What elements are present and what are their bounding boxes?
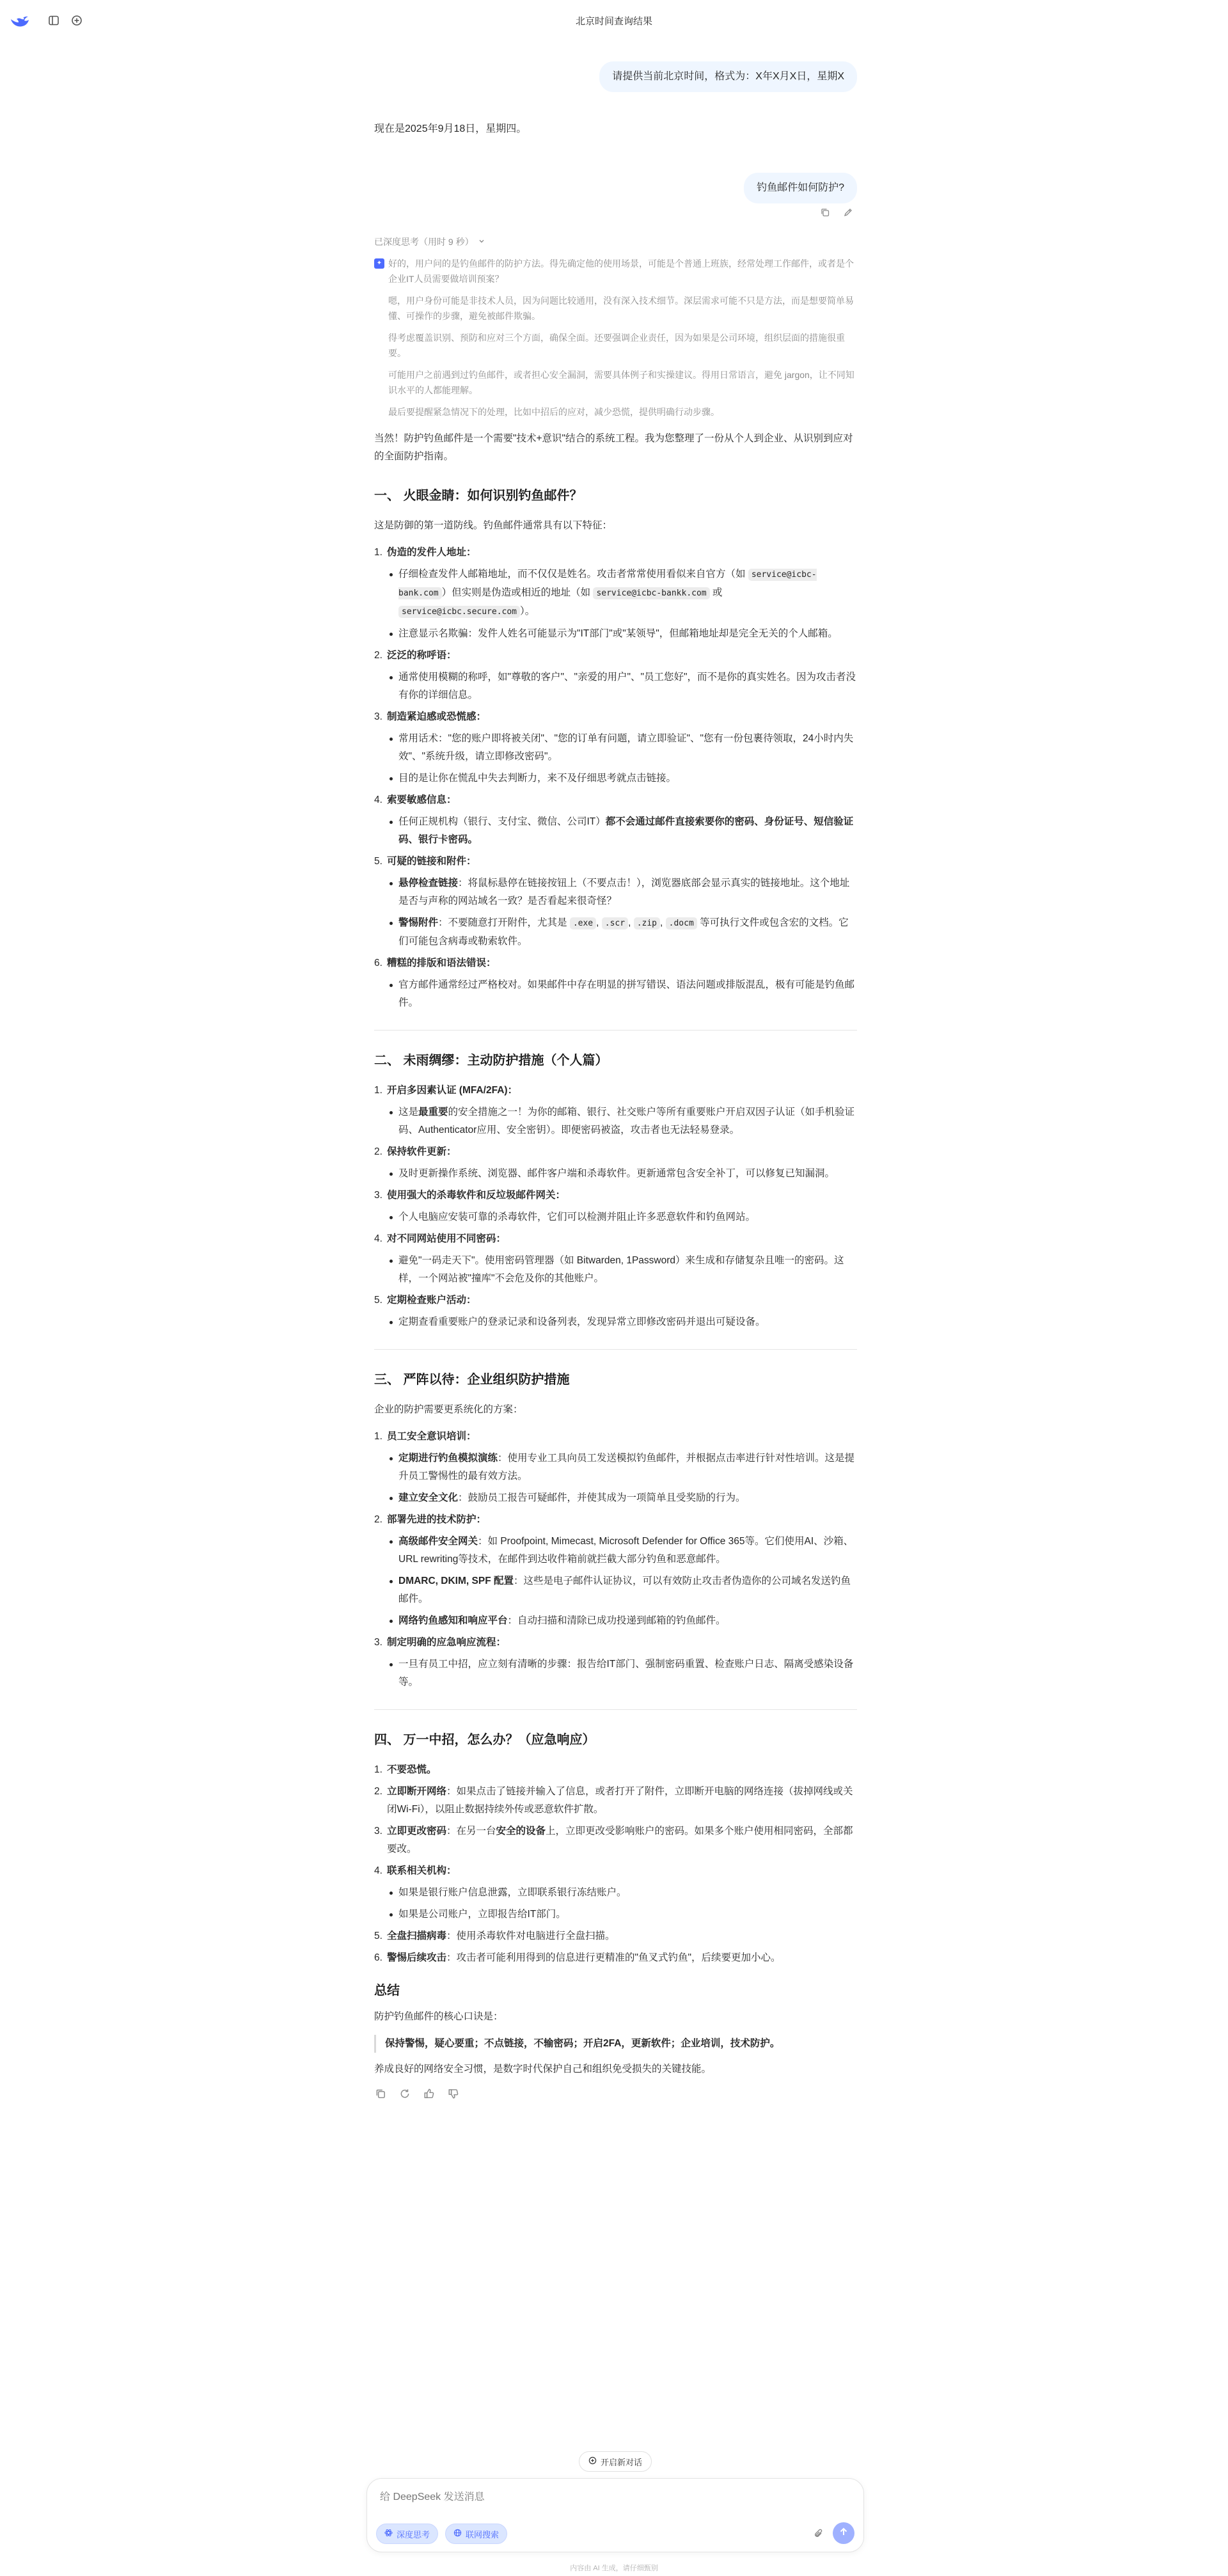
section-heading: 四、 万一中招，怎么办？（应急响应） xyxy=(374,1733,595,1747)
globe-icon xyxy=(453,2529,462,2539)
list-item: 3. 使用强大的杀毒软件和反垃圾邮件网关： 个人电脑应安装可靠的杀毒软件，它们可以检测并阻止许多恶意软件和钓鱼网站。 xyxy=(374,1187,857,1226)
new-chat-label: 开启新对话 xyxy=(601,2457,643,2467)
list-item: 注意显示名欺骗：发件人姓名可能显示为"IT部门"或"某领导"，但邮箱地址却是完全无关的个人邮箱。 xyxy=(387,625,857,643)
thumbs-up-icon[interactable] xyxy=(423,2087,436,2100)
think-paragraph: 最后要提醒紧急情况下的处理，比如中招后的应对，减少恐慌，提供明确行动步骤。 xyxy=(388,407,720,417)
user-message-actions xyxy=(819,206,854,219)
web-search-label: 联网搜索 xyxy=(466,2529,500,2540)
regenerate-icon[interactable] xyxy=(398,2087,411,2100)
section-lead: 企业的防护需要更系统化的方案： xyxy=(374,1404,523,1415)
divider xyxy=(374,1030,857,1031)
think-paragraph: 嗯，用户身份可能是非技术人员，因为问题比较通用，没有深入技术细节。深层需求可能不只是方法，而是想要简单易懂、可操作的步骤，避免被邮件欺骗。 xyxy=(388,296,854,321)
list-item: 建立安全文化：鼓励员工报告可疑邮件，并使其成为一项简单且受奖励的行为。 xyxy=(387,1489,857,1507)
list-item: 1. 员工安全意识培训： 定期进行钓鱼模拟演练：使用专业工具向员工发送模拟钓鱼邮件，并根据点击率进行针对性培训。这是提升员工警惕性的最有效方法。 建立安全文化：鼓励员工报告可疑邮件，并使其成为一项简单且受奖励的行为。 xyxy=(374,1428,857,1507)
list-item: 2. 保持软件更新： 及时更新操作系统、浏览器、邮件客户端和杀毒软件。更新通常包含安全补丁，可以修复已知漏洞。 xyxy=(374,1143,857,1183)
footer-disclaimer: 内容由 AI 生成，请仔细甄别 xyxy=(570,2564,658,2572)
list-item: 常用话术："您的账户即将被关闭"、"您的订单有问题，请立即验证"、"您有一份包裹待领取，24小时内失效"、"系统升级，请立即修改密码"。 xyxy=(387,730,857,766)
list-item: 1. 伪造的发件人地址： 仔细检查发件人邮箱地址，而不仅仅是姓名。攻击者常常使用看似来自官方（如 service@icbc-bank.com ）但实则是伪造或相近的地址（如 service@icbc-bankk.com 或 service@icbc.secure.com ）。 注意显示名欺骗：发件人姓名可能显示为"IT部门"或"某领导"，但邮箱地址却是完全无关的个人邮箱。 xyxy=(374,544,857,643)
answer-intro: 当然！防护钓鱼邮件是一个需要"技术+意识"结合的系统工程。我为您整理了一份从个人到企业、从识别到应对的全面防护指南。 xyxy=(374,433,853,462)
list-item: 1. 不要恐慌。 xyxy=(374,1764,437,1775)
user-message: 请提供当前北京时间，格式为：X年X月X日，星期X xyxy=(599,61,857,92)
list-item: 5. 全盘扫描病毒：使用杀毒软件对电脑进行全盘扫描。 xyxy=(374,1931,615,1941)
top-bar xyxy=(0,0,1228,41)
send-button[interactable] xyxy=(833,2522,854,2544)
list-item: 4. 索要敏感信息： 任何正规机构（银行、支付宝、微信、公司IT）都不会通过邮件直接索要你的密码、身份证号、短信验证码、银行卡密码。 xyxy=(374,791,857,849)
section-heading: 一、 火眼金睛：如何识别钓鱼邮件？ xyxy=(374,489,583,503)
thumbs-down-icon[interactable] xyxy=(447,2087,460,2100)
think-content xyxy=(374,256,857,426)
edit-icon[interactable] xyxy=(842,206,854,219)
deep-think-toggle[interactable] xyxy=(376,2524,438,2544)
list-item: 网络钓鱼感知和响应平台：自动扫描和清除已成功投递到邮箱的钓鱼邮件。 xyxy=(387,1612,857,1630)
paperclip-icon[interactable] xyxy=(812,2527,825,2540)
section-list xyxy=(374,1428,857,1691)
list-item: 定期进行钓鱼模拟演练：使用专业工具向员工发送模拟钓鱼邮件，并根据点击率进行针对性培训。这是提升员工警惕性的最有效方法。 xyxy=(387,1450,857,1485)
web-search-toggle[interactable] xyxy=(445,2524,507,2544)
section-heading: 二、 未雨绸缪：主动防护措施（个人篇） xyxy=(374,1054,608,1068)
list-item: 6. 糟糕的排版和语法错误： 官方邮件通常经过严格校对。如果邮件中存在明显的拼写错误、语法问题或排版混乱，极有可能是钓鱼邮件。 xyxy=(374,954,857,1012)
chevron-down-icon xyxy=(478,237,485,247)
list-item: 悬停检查链接：将鼠标悬停在链接按钮上（不要点击！），浏览器底部会显示真实的链接地址。这个地址是否与声称的网站域名一致？是否看起来很奇怪？ xyxy=(387,874,857,910)
copy-icon[interactable] xyxy=(374,2087,387,2100)
list-item: 3. 立即更改密码：在另一台安全的设备上，立即更改受影响账户的密码。如果多个账户使用相同密码，全部都要改。 xyxy=(374,1826,853,1854)
divider xyxy=(374,1709,857,1710)
list-item: 如果是银行账户信息泄露，立即联系银行冻结账户。 xyxy=(387,1884,857,1902)
list-item: 高级邮件安全网关：如 Proofpoint, Mimecast, Microsoft Defender for Office 365等。它们使用AI、沙箱、URL rewriting等技术，在邮件到达收件箱前就拦截大部分钓鱼和恶意邮件。 xyxy=(387,1533,857,1569)
section-list xyxy=(374,1761,857,1967)
summary-closing: 养成良好的网络安全习惯，是数字时代保护自己和组织免受损失的关键技能。 xyxy=(374,2064,712,2074)
list-item: 通常使用模糊的称呼，如"尊敬的客户"、"亲爱的用户"、"员工您好"，而不是你的真实姓名。因为攻击者没有你的详细信息。 xyxy=(387,668,857,704)
summary-quote: 保持警惕，疑心要重；不点链接，不输密码；开启2FA，更新软件；企业培训，技术防护。 xyxy=(374,2035,857,2053)
message-input[interactable] xyxy=(380,2492,828,2503)
section-lead: 这是防御的第一道防线。钓鱼邮件通常具有以下特征： xyxy=(374,520,613,531)
answer-actions xyxy=(374,2087,857,2100)
list-item: 这是最重要的安全措施之一！为你的邮箱、银行、社交账户等所有重要账户开启双因子认证（如手机验证码、Authenticator应用、安全密钥）。即便密码被盗，攻击者也无法轻易登录。 xyxy=(387,1103,857,1139)
summary-heading: 总结 xyxy=(374,1984,400,1998)
list-item: 2. 立即断开网络：如果点击了链接并输入了信息，或者打开了附件，立即断开电脑的网络连接（拔掉网线或关闭Wi-Fi），以阻止数据持续外传或恶意软件扩散。 xyxy=(374,1786,853,1815)
list-item: 4. 对不同网站使用不同密码： 避免"一码走天下"。使用密码管理器（如 Bitwarden, 1Password）来生成和存储复杂且唯一的密码。这样，一个网站被"撞库"不会危及你的其他账户。 xyxy=(374,1230,857,1288)
list-item: 避免"一码走天下"。使用密码管理器（如 Bitwarden, 1Password）来生成和存储复杂且唯一的密码。这样，一个网站被"撞库"不会危及你的其他账户。 xyxy=(387,1252,857,1288)
list-item: 任何正规机构（银行、支付宝、微信、公司IT）都不会通过邮件直接索要你的密码、身份证号、短信验证码、银行卡密码。 xyxy=(387,813,857,849)
list-item: 仔细检查发件人邮箱地址，而不仅仅是姓名。攻击者常常使用看似来自官方（如 service@icbc-bank.com ）但实则是伪造或相近的地址（如 service@icbc-bankk.com 或 service@icbc.secure.com ）。 xyxy=(387,565,857,621)
deepseek-mark-icon: ✦ xyxy=(374,258,384,269)
list-item: 1. 开启多因素认证 (MFA/2FA)： 这是最重要的安全措施之一！为你的邮箱、银行、社交账户等所有重要账户开启双因子认证（如手机验证码、Authenticator应用、安全密钥）。即便密码被盗，攻击者也无法轻易登录。 xyxy=(374,1082,857,1139)
list-item: 2. 泛泛的称呼语： 通常使用模糊的称呼，如"尊敬的客户"、"亲爱的用户"、"员工您好"，而不是你的真实姓名。因为攻击者没有你的详细信息。 xyxy=(374,647,857,704)
section-heading: 三、 严阵以待：企业组织防护措施 xyxy=(374,1373,570,1387)
new-chat-button[interactable] xyxy=(579,2451,652,2472)
list-item: 6. 警惕后续攻击：攻击者可能利用得到的信息进行更精准的"鱼叉式钓鱼"，后续要更加小心。 xyxy=(374,1952,781,1963)
assistant-answer xyxy=(374,430,857,2100)
list-item: 5. 定期检查账户活动： 定期查看重要账户的登录记录和设备列表，发现异常立即修改密码并退出可疑设备。 xyxy=(374,1292,857,1331)
section-list xyxy=(374,544,857,1012)
atom-icon xyxy=(384,2529,393,2539)
deep-think-label: 深度思考 xyxy=(397,2529,430,2540)
composer xyxy=(366,2478,864,2552)
list-item: 目的是让你在慌乱中失去判断力，来不及仔细思考就点击链接。 xyxy=(387,770,857,787)
assistant-message: 现在是2025年9月18日，星期四。 xyxy=(374,123,527,134)
summary-lead: 防护钓鱼邮件的核心口诀是： xyxy=(374,2011,503,2022)
list-item: 官方邮件通常经过严格校对。如果邮件中存在明显的拼写错误、语法问题或排版混乱，极有可能是钓鱼邮件。 xyxy=(387,976,857,1012)
copy-icon[interactable] xyxy=(819,206,831,219)
user-message: 钓鱼邮件如何防护? xyxy=(744,173,857,203)
divider xyxy=(374,1349,857,1350)
list-item: 个人电脑应安装可靠的杀毒软件，它们可以检测并阻止许多恶意软件和钓鱼网站。 xyxy=(387,1208,857,1226)
section-list xyxy=(374,1082,857,1331)
think-paragraph: ✦ 好的，用户问的是钓鱼邮件的防护方法。得先确定他的使用场景，可能是个普通上班族，经常处理工作邮件，或者是个企业IT人员需要做培训预案？ xyxy=(374,256,857,287)
list-item: 一旦有员工中招，应立刻有清晰的步骤：报告给IT部门、强制密码重置、检查账户日志、隔离受感染设备等。 xyxy=(387,1655,857,1691)
list-item: 4. 联系相关机构： 如果是银行账户信息泄露，立即联系银行冻结账户。 如果是公司账户，立即报告给IT部门。 xyxy=(374,1862,857,1924)
list-item: 3. 制定明确的应急响应流程： 一旦有员工中招，应立刻有清晰的步骤：报告给IT部门、强制密码重置、检查账户日志、隔离受感染设备等。 xyxy=(374,1634,857,1691)
new-chat-icon xyxy=(588,2456,597,2467)
think-toggle[interactable] xyxy=(374,235,485,248)
page-title: 北京时间查询结果 xyxy=(575,16,652,27)
think-paragraph: 得考虑覆盖识别、预防和应对三个方面，确保全面。还要强调企业责任，因为如果是公司环境，组织层面的措施很重要。 xyxy=(388,333,845,358)
think-label: 已深度思考（用时 9 秒） xyxy=(374,237,474,247)
list-item: 2. 部署先进的技术防护： 高级邮件安全网关：如 Proofpoint, Mimecast, Microsoft Defender for Office 365等。它们使用AI、沙箱、URL rewriting等技术，在邮件到达收件箱前就拦截大部分钓鱼和恶意邮件。 DMARC, DKIM, SPF 配置：这些是电子邮件认证协议，可以有效防止攻击者伪造你的公司域名发送钓鱼邮件。 网络钓鱼感知和响应平台：自动扫描和清除已成功投递到邮箱的钓鱼邮件。 xyxy=(374,1511,857,1630)
think-paragraph: 可能用户之前遇到过钓鱼邮件，或者担心安全漏洞，需要具体例子和实操建议。得用日常语言，避免 jargon，让不同知识水平的人都能理解。 xyxy=(388,370,854,395)
list-item: 及时更新操作系统、浏览器、邮件客户端和杀毒软件。更新通常包含安全补丁，可以修复已知漏洞。 xyxy=(387,1165,857,1183)
list-item: 警惕附件：不要随意打开附件，尤其是 .exe , .scr , .zip , .docm 等可执行文件或包含宏的文档。它们可能包含病毒或勒索软件。 xyxy=(387,914,857,951)
list-item: 如果是公司账户，立即报告给IT部门。 xyxy=(387,1906,857,1924)
arrow-up-icon xyxy=(838,2527,849,2540)
list-item: DMARC, DKIM, SPF 配置：这些是电子邮件认证协议，可以有效防止攻击者伪造你的公司域名发送钓鱼邮件。 xyxy=(387,1572,857,1608)
list-item: 定期查看重要账户的登录记录和设备列表，发现异常立即修改密码并退出可疑设备。 xyxy=(387,1313,857,1331)
list-item: 5. 可疑的链接和附件： 悬停检查链接：将鼠标悬停在链接按钮上（不要点击！），浏览器底部会显示真实的链接地址。这个地址是否与声称的网站域名一致？是否看起来很奇怪？ 警惕附件：不要随意打开附件，尤其是 .exe , .scr , .zip , .docm 等可执行文件或包含宏的文档。它们可能包含病毒或勒索软件。 xyxy=(374,853,857,951)
list-item: 3. 制造紧迫感或恐慌感： 常用话术："您的账户即将被关闭"、"您的订单有问题，请立即验证"、"您有一份包裹待领取，24小时内失效"、"系统升级，请立即修改密码"。 目的是让你在慌乱中失去判断力，来不及仔细思考就点击链接。 xyxy=(374,708,857,787)
